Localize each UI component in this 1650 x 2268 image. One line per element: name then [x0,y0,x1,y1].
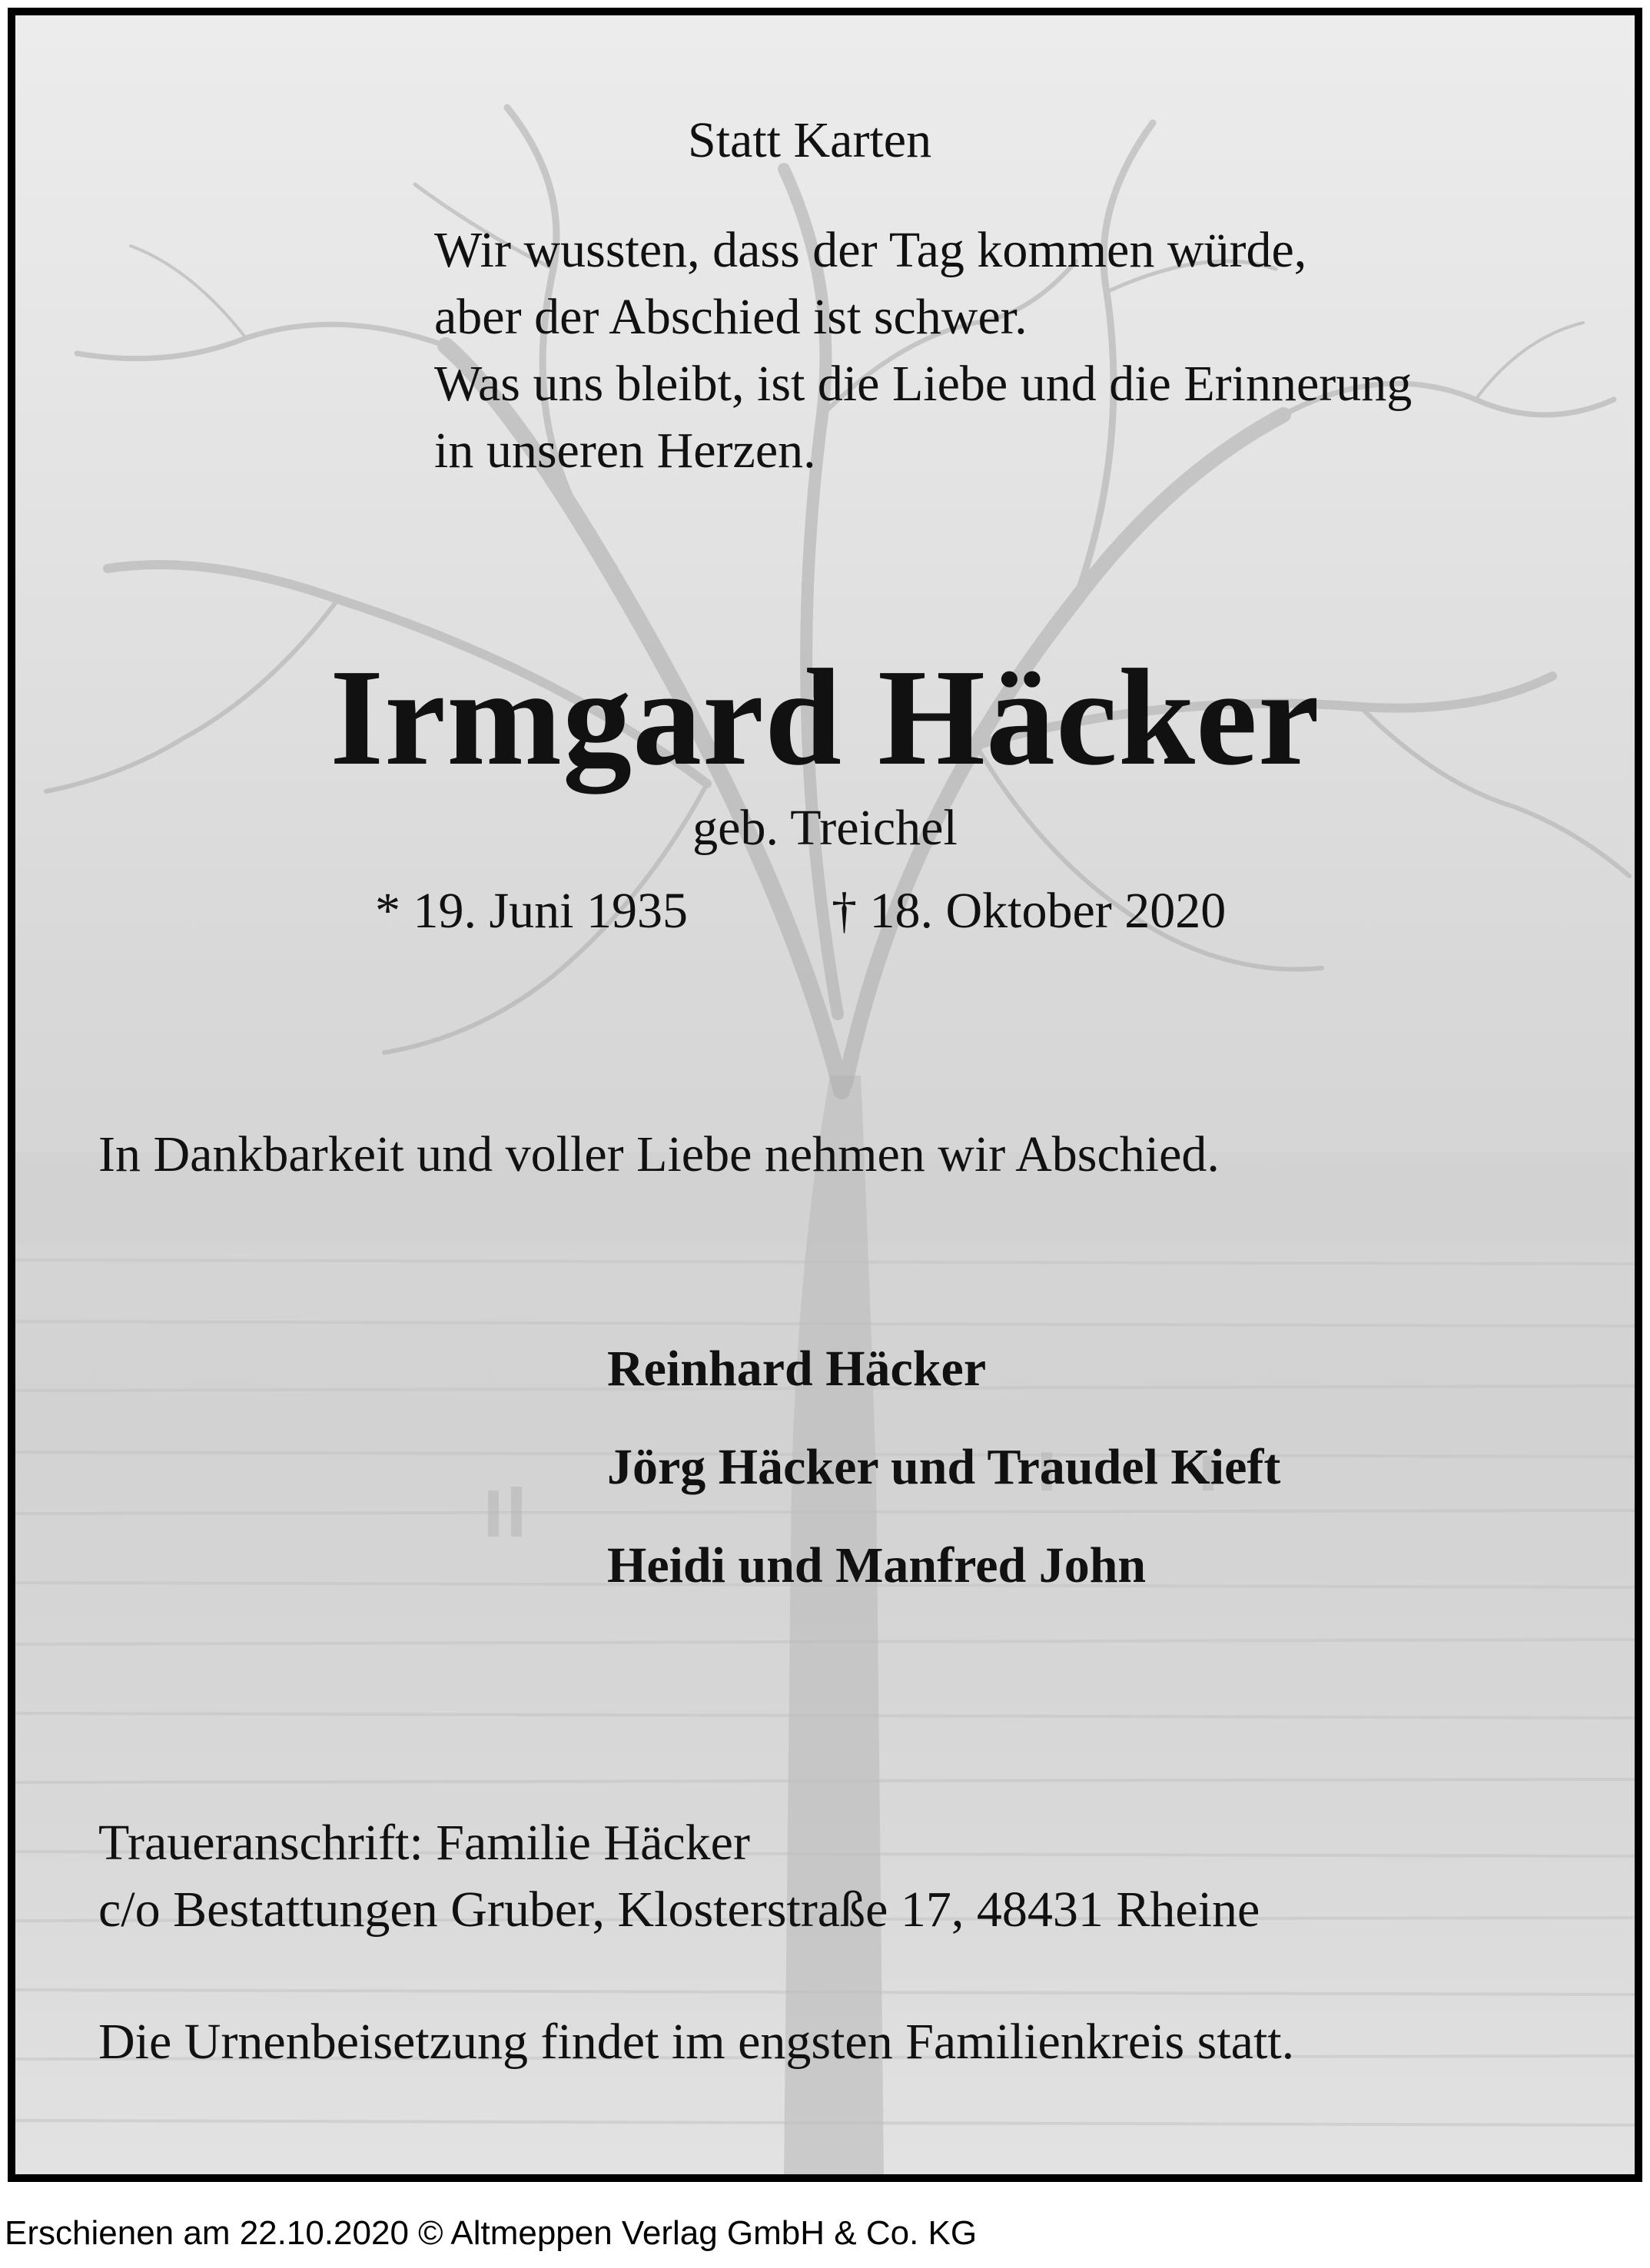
mourner-name: Reinhard Häcker [607,1341,987,1397]
poem-line: in unseren Herzen. [434,423,816,479]
publication-credit: Erschienen am 22.10.2020 © Altmeppen Verlag GmbH & Co. KG [5,2214,978,2252]
mourner-name: Heidi und Manfred John [607,1537,1147,1593]
birth-name: geb. Treichel [692,800,958,856]
birth-date: * 19. Juni 1935 [375,883,689,939]
death-date: † 18. Oktober 2020 [832,883,1227,939]
mourning-address [98,1809,1260,1943]
address-line-1: Traueranschrift: Familie Häcker [98,1815,750,1871]
poem [434,217,1412,484]
farewell-statement: In Dankbarkeit und voller Liebe nehmen wir Abschied. [98,1126,1220,1182]
mourners-list [607,1320,1280,1615]
poem-line: Was uns bleibt, ist die Liebe und die Erinnerung [434,356,1413,412]
poem-line: aber der Abschied ist schwer. [434,289,1028,345]
urn-burial-notice: Die Urnenbeisetzung findet im engsten Familienkreis statt. [98,2014,1295,2070]
deceased-name: Irmgard Häcker [330,641,1320,794]
poem-line: Wir wussten, dass der Tag kommen würde, [434,222,1307,278]
mourner-name: Jörg Häcker und Traudel Kieft [607,1439,1281,1495]
obituary-notice [8,8,1642,2182]
header-statt-karten: Statt Karten [688,112,932,168]
address-line-2: c/o Bestattungen Gruber, Klosterstraße 17, 48431 Rheine [98,1882,1260,1938]
